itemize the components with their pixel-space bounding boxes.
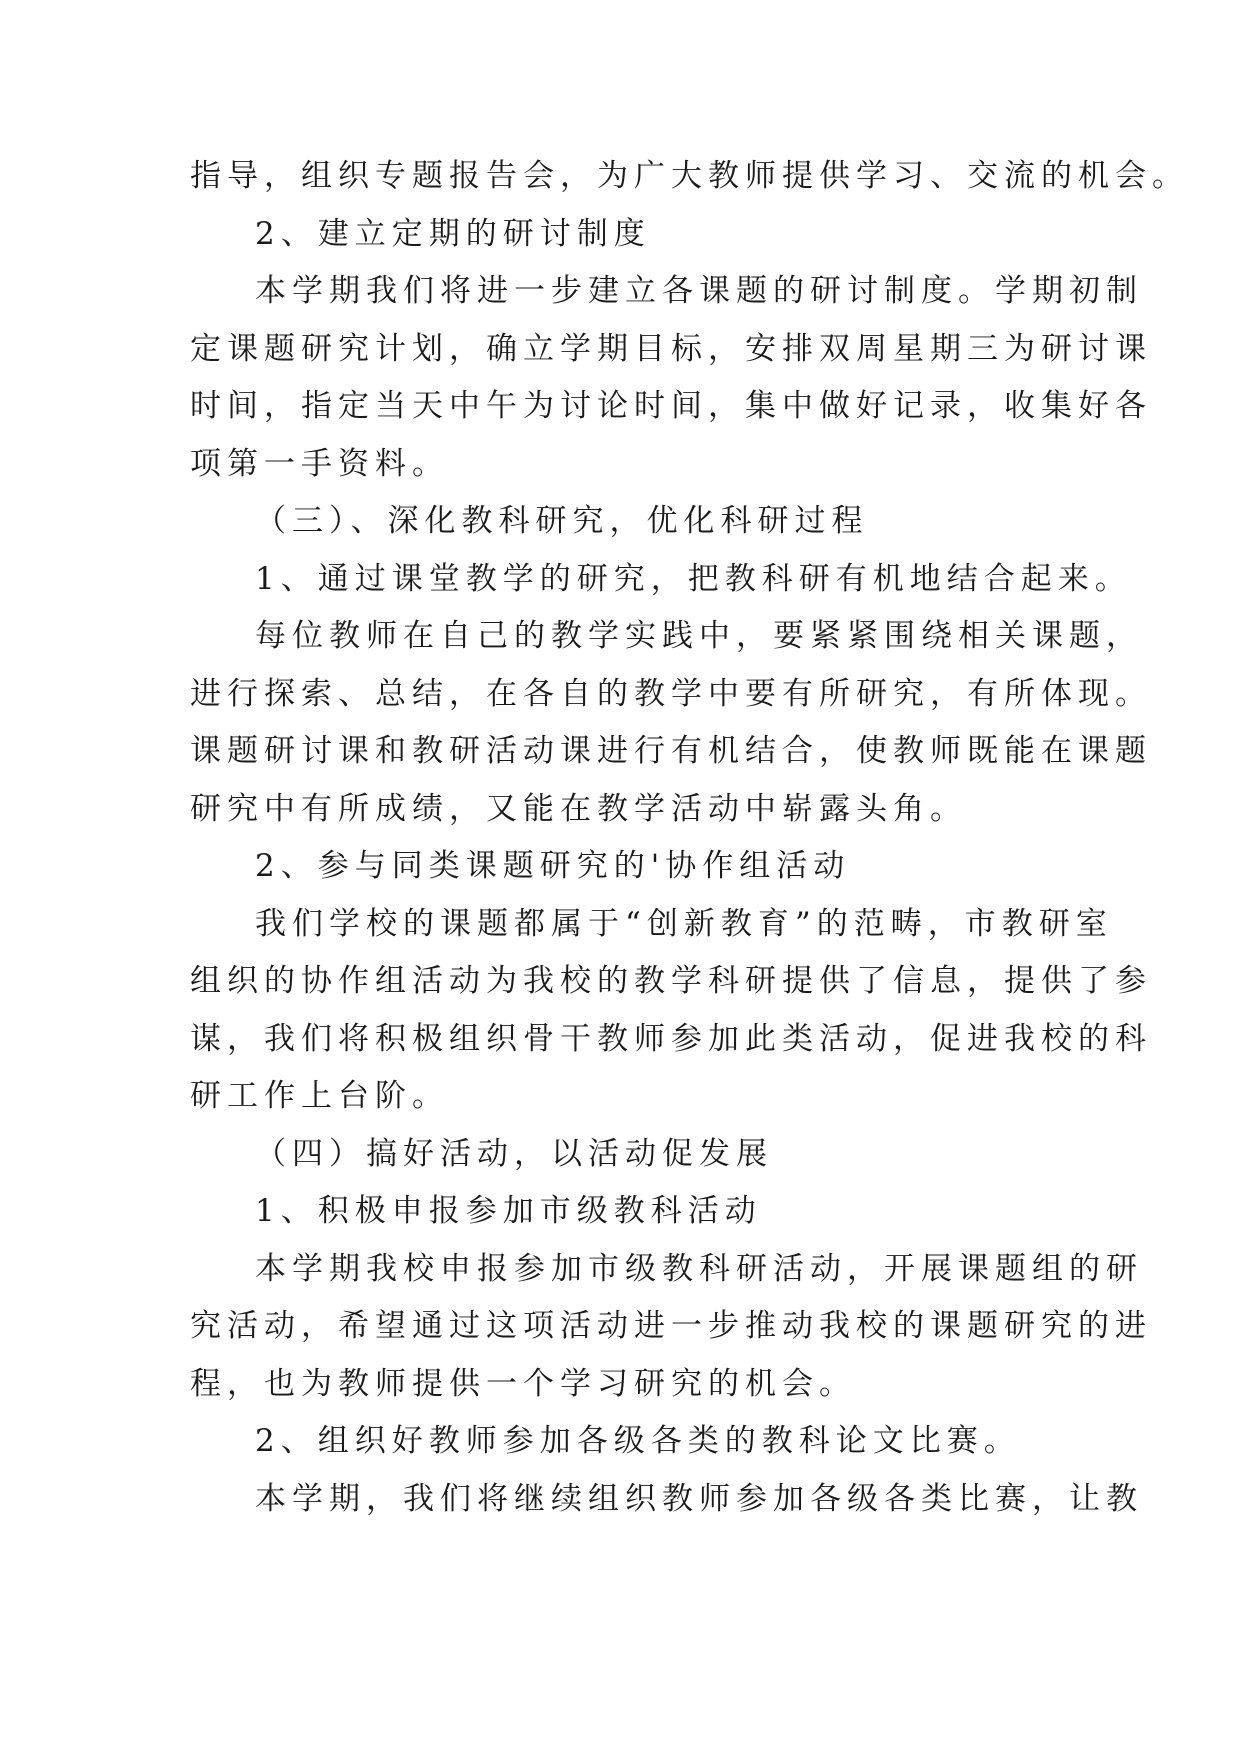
text-line-3: 本学期我们将进一步建立各课题的研讨制度。学期初制 xyxy=(255,273,1143,309)
text-line-20: 本学期我校申报参加市级教科研活动，开展课题组的研 xyxy=(255,1250,1143,1287)
text-line-5: 时间，指定当天中午为讨论时间，集中做好记录，收集好各 xyxy=(190,388,1152,424)
subheading-paper-competition: 2、组织好教师参加各级各类的教科论文比赛。 xyxy=(255,1423,1021,1459)
text-line-10: 进行探索、总结，在各自的教学中要有所研究，有所体现。 xyxy=(190,675,1152,712)
section-heading-3: （三）、深化教科研究，优化科研过程 xyxy=(255,503,869,539)
subheading-city-activities: 1、积极申报参加市级教科活动 xyxy=(255,1193,762,1229)
subheading-regular-seminar: 2、建立定期的研讨制度 xyxy=(255,215,651,252)
text-line-24: 本学期，我们将继续组织教师参加各级各类比赛，让教 xyxy=(255,1480,1143,1517)
text-line-11: 课题研讨课和教研活动课进行有机结合，使教师既能在课题 xyxy=(190,733,1152,769)
text-line-22: 程，也为教师提供一个学习研究的机会。 xyxy=(190,1365,856,1402)
text-line-16: 谋，我们将积极组织骨干教师参加此类活动，促进我校的科 xyxy=(190,1020,1152,1057)
text-line-6: 项第一手资料。 xyxy=(190,445,449,482)
text-line-14: 我们学校的课题都属于“创新教育”的范畴，市教研室 xyxy=(255,905,1113,942)
text-line-12: 研究中有所成绩，又能在教学活动中崭露头角。 xyxy=(190,790,967,827)
document-body xyxy=(190,148,1189,1528)
subheading-classroom-research: 1、通过课堂教学的研究，把教科研有机地结合起来。 xyxy=(255,560,1132,597)
text-line-4: 定课题研究计划，确立学期目标，安排双周星期三为研讨课 xyxy=(190,330,1152,367)
text-line-1: 指导，组织专题报告会，为广大教师提供学习、交流的机会。 xyxy=(190,158,1189,194)
section-heading-4: （四）搞好活动，以活动促发展 xyxy=(255,1135,773,1172)
text-line-21: 究活动，希望通过这项活动进一步推动我校的课题研究的进 xyxy=(190,1308,1152,1344)
text-line-9: 每位教师在自己的教学实践中，要紧紧围绕相关课题， xyxy=(255,618,1143,654)
text-line-17: 研工作上台阶。 xyxy=(190,1078,449,1114)
text-line-15: 组织的协作组活动为我校的教学科研提供了信息，提供了参 xyxy=(190,963,1152,999)
subheading-collaboration-group: 2、参与同类课题研究的'协作组活动 xyxy=(255,848,851,884)
